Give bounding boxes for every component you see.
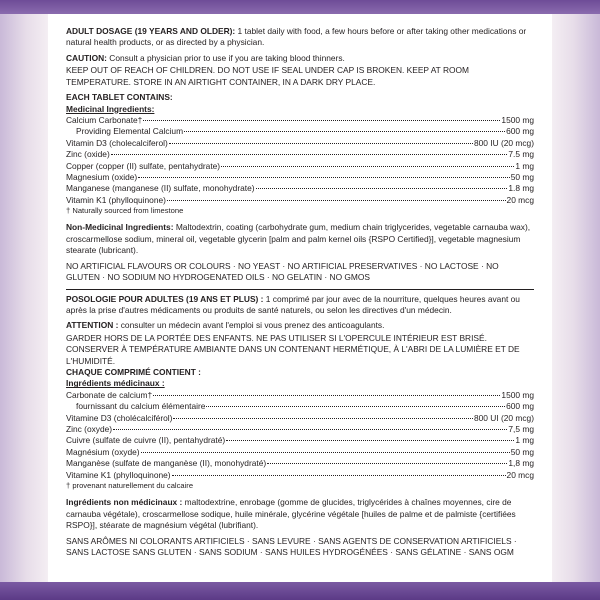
storage-warning-fr: GARDER HORS DE LA PORTÉE DES ENFANTS. NE PAS UTILISER SI L'OPERCULE INTÉRIEUR EST BRISÉ. CONSERVER À TEMPÉRATURE AMBIANTE DANS UN CONTENANT HERMÉTIQUE, À L'ABRI DE LA LUMIÈRE ET DE L'HUMIDITÉ. — [66, 332, 520, 366]
ingredient-amount: 600 mg — [506, 401, 534, 412]
ingredient-amount: 20 mcg — [506, 469, 534, 480]
ingredient-name: Copper (copper (II) sulfate, pentahydrate) — [66, 160, 221, 171]
ingredient-amount: 1 mg — [515, 435, 534, 446]
each-tablet-heading: EACH TABLET CONTAINS: — [66, 92, 173, 103]
ingredient-row — [66, 183, 534, 194]
ingredient-amount: 1500 mg — [501, 389, 534, 400]
ingredient-name: Magnésium (oxyde) — [66, 446, 140, 457]
ingredient-name: Manganèse (sulfate de manganèse (II), monohydraté) — [66, 458, 267, 469]
ingredient-amount: 1,8 mg — [508, 458, 534, 469]
right-packaging-edge — [552, 0, 600, 600]
bottom-purple-band — [0, 582, 600, 600]
leader-dots — [256, 188, 508, 189]
non-medicinal-paragraph-fr — [66, 497, 534, 531]
leader-dots — [221, 166, 514, 167]
ingredient-row — [66, 390, 534, 401]
ingredient-row — [66, 470, 534, 481]
leader-dots — [113, 429, 507, 430]
ingredient-amount: 7,5 mg — [508, 424, 534, 435]
non-medicinal-label-fr: Ingrédients non médicinaux : — [66, 497, 183, 508]
ingredient-amount: 600 mg — [506, 126, 534, 137]
caution-text-fr: consulter un médecin avant l'emploi si vous prenez des anticoagulants. — [118, 320, 385, 331]
ingredient-name: Vitamin D3 (cholecalciferol) — [66, 137, 168, 148]
ingredient-amount: 800 IU (20 mcg) — [473, 137, 534, 148]
ingredient-amount: 50 mg — [510, 446, 534, 457]
medicinal-ingredient-list — [66, 115, 534, 206]
dosage-paragraph — [66, 26, 534, 49]
medicinal-heading: Medicinal Ingredients: — [66, 103, 155, 114]
free-from-statement-fr: SANS ARÔMES NI COLORANTS ARTIFICIELS · SANS LEVURE · SANS AGENTS DE CONSERVATION ARTIFICIELS · SANS LACTOSE SANS GLUTEN · SANS SODIUM · SANS HUILES HYDROGÉNÉES · SANS GÉLATINE · SANS OGM — [66, 535, 517, 557]
dosage-label: ADULT DOSAGE (19 YEARS AND OLDER): — [66, 26, 236, 36]
ingredient-name: Vitamine K1 (phylloquinone) — [66, 469, 171, 480]
ingredient-row — [66, 413, 534, 424]
ingredient-row — [66, 161, 534, 172]
french-section — [66, 294, 534, 559]
ingredient-amount: 20 mcg — [506, 194, 534, 205]
ingredient-row — [66, 195, 534, 206]
leader-dots — [167, 200, 506, 201]
ingredient-row — [66, 424, 534, 435]
ingredient-row — [66, 126, 534, 137]
dosage-paragraph-fr — [66, 294, 534, 317]
ingredient-row — [66, 149, 534, 160]
caution-label: CAUTION: — [66, 52, 107, 63]
top-purple-band — [0, 0, 600, 14]
ingredient-name: fournissant du calcium élémentaire — [76, 401, 206, 412]
leader-dots — [172, 475, 506, 476]
label-panel — [66, 14, 534, 582]
footnote: † Naturally sourced from limestone — [66, 206, 184, 216]
ingredient-row — [66, 138, 534, 149]
left-packaging-edge — [0, 0, 48, 600]
leader-dots — [111, 154, 508, 155]
ingredient-name: Calcium Carbonate† — [66, 114, 143, 125]
ingredient-amount: 1 mg — [515, 160, 534, 171]
leader-dots — [143, 120, 500, 121]
storage-warning: KEEP OUT OF REACH OF CHILDREN. DO NOT USE IF SEAL UNDER CAP IS BROKEN. KEEP AT ROOM TEMPERATURE. STORE IN AN AIRTIGHT CONTAINER, IN A DARK DRY PLACE. — [66, 65, 470, 87]
caution-paragraph-fr — [66, 320, 534, 331]
dosage-label-fr: POSOLOGIE POUR ADULTES (19 ANS ET PLUS) : — [66, 293, 264, 304]
ingredient-amount: 1.8 mg — [508, 183, 534, 194]
caution-text: Consult a physician prior to use if you are taking blood thinners. — [106, 52, 345, 63]
ingredient-row — [66, 401, 534, 412]
caution-label-fr: ATTENTION : — [66, 320, 119, 331]
ingredient-amount: 7.5 mg — [508, 149, 534, 160]
dosage-text: 1 tablet daily with food, a few hours before or after taking other medications or natural health products, or as directed by a physician. — [66, 26, 527, 48]
each-tablet-heading-fr: CHAQUE COMPRIMÉ CONTIENT : — [66, 367, 201, 378]
non-medicinal-label: Non-Medicinal Ingredients: — [66, 222, 174, 233]
dosage-text-fr: 1 comprimé par jour avec de la nourriture, quelques heures avant ou après la prise d'autres médicaments ou produits de santé naturels, ou selon les directives d'un médecin. — [66, 293, 520, 315]
section-divider — [66, 289, 534, 290]
medicinal-heading-fr: Ingrédients médicinaux : — [66, 378, 165, 389]
ingredient-row — [66, 172, 534, 183]
leader-dots — [138, 177, 510, 178]
leader-dots — [184, 131, 505, 132]
ingredient-name: Providing Elemental Calcium — [76, 126, 184, 137]
leader-dots — [141, 452, 510, 453]
ingredient-amount: 50 mg — [510, 171, 534, 182]
leader-dots — [226, 440, 514, 441]
free-from-statement: NO ARTIFICIAL FLAVOURS OR COLOURS · NO YEAST · NO ARTIFICIAL PRESERVATIVES · NO LACTOSE · NO GLUTEN · NO SODIUM NO HYDROGENATED OILS · NO GELATIN · NO GMOS — [66, 260, 499, 283]
ingredient-name: Cuivre (sulfate de cuivre (II), pentahydraté) — [66, 435, 226, 446]
leader-dots — [173, 418, 473, 419]
ingredient-name: Vitamine D3 (cholécalciférol) — [66, 412, 173, 423]
ingredient-name: Magnesium (oxide) — [66, 171, 138, 182]
ingredient-row — [66, 435, 534, 446]
non-medicinal-text: Maltodextrin, coating (carbohydrate gum, medium chain triglycerides, vegetable carnauba wax), croscarmellose sodium, mineral oil, vegetable glycerin [palm and palm kernel oils {RSPO Certified}], vegetable magnesium stearate (lubricant). — [66, 222, 531, 256]
ingredient-row — [66, 115, 534, 126]
ingredient-name: Vitamin K1 (phylloquinone) — [66, 194, 166, 205]
medicinal-ingredient-list-fr — [66, 390, 534, 481]
ingredient-name: Manganese (manganese (II) sulfate, monohydrate) — [66, 183, 255, 194]
leader-dots — [153, 395, 500, 396]
ingredient-amount: 800 UI (20 mcg) — [473, 412, 534, 423]
footnote-fr: † provenant naturellement du calcaire — [66, 481, 194, 490]
leader-dots — [206, 406, 505, 407]
leader-dots — [267, 463, 507, 464]
ingredient-name: Zinc (oxyde) — [66, 424, 113, 435]
non-medicinal-text-fr: maltodextrine, enrobage (gomme de glucides, triglycérides à chaînes moyennes, cire de carnauba végétale), croscarmellose sodique, huile minérale, glycérine végétale [huiles de palme et de palmiste {certifiées RSPO}], stéarate de magnésium végétal (lubrifiant). — [66, 497, 516, 531]
ingredient-name: Zinc (oxide) — [66, 149, 110, 160]
ingredient-name: Carbonate de calcium† — [66, 389, 153, 400]
leader-dots — [169, 143, 473, 144]
english-section — [66, 26, 534, 284]
caution-paragraph — [66, 53, 534, 64]
ingredient-amount: 1500 mg — [501, 114, 534, 125]
non-medicinal-paragraph — [66, 222, 534, 256]
ingredient-row — [66, 447, 534, 458]
ingredient-row — [66, 458, 534, 469]
